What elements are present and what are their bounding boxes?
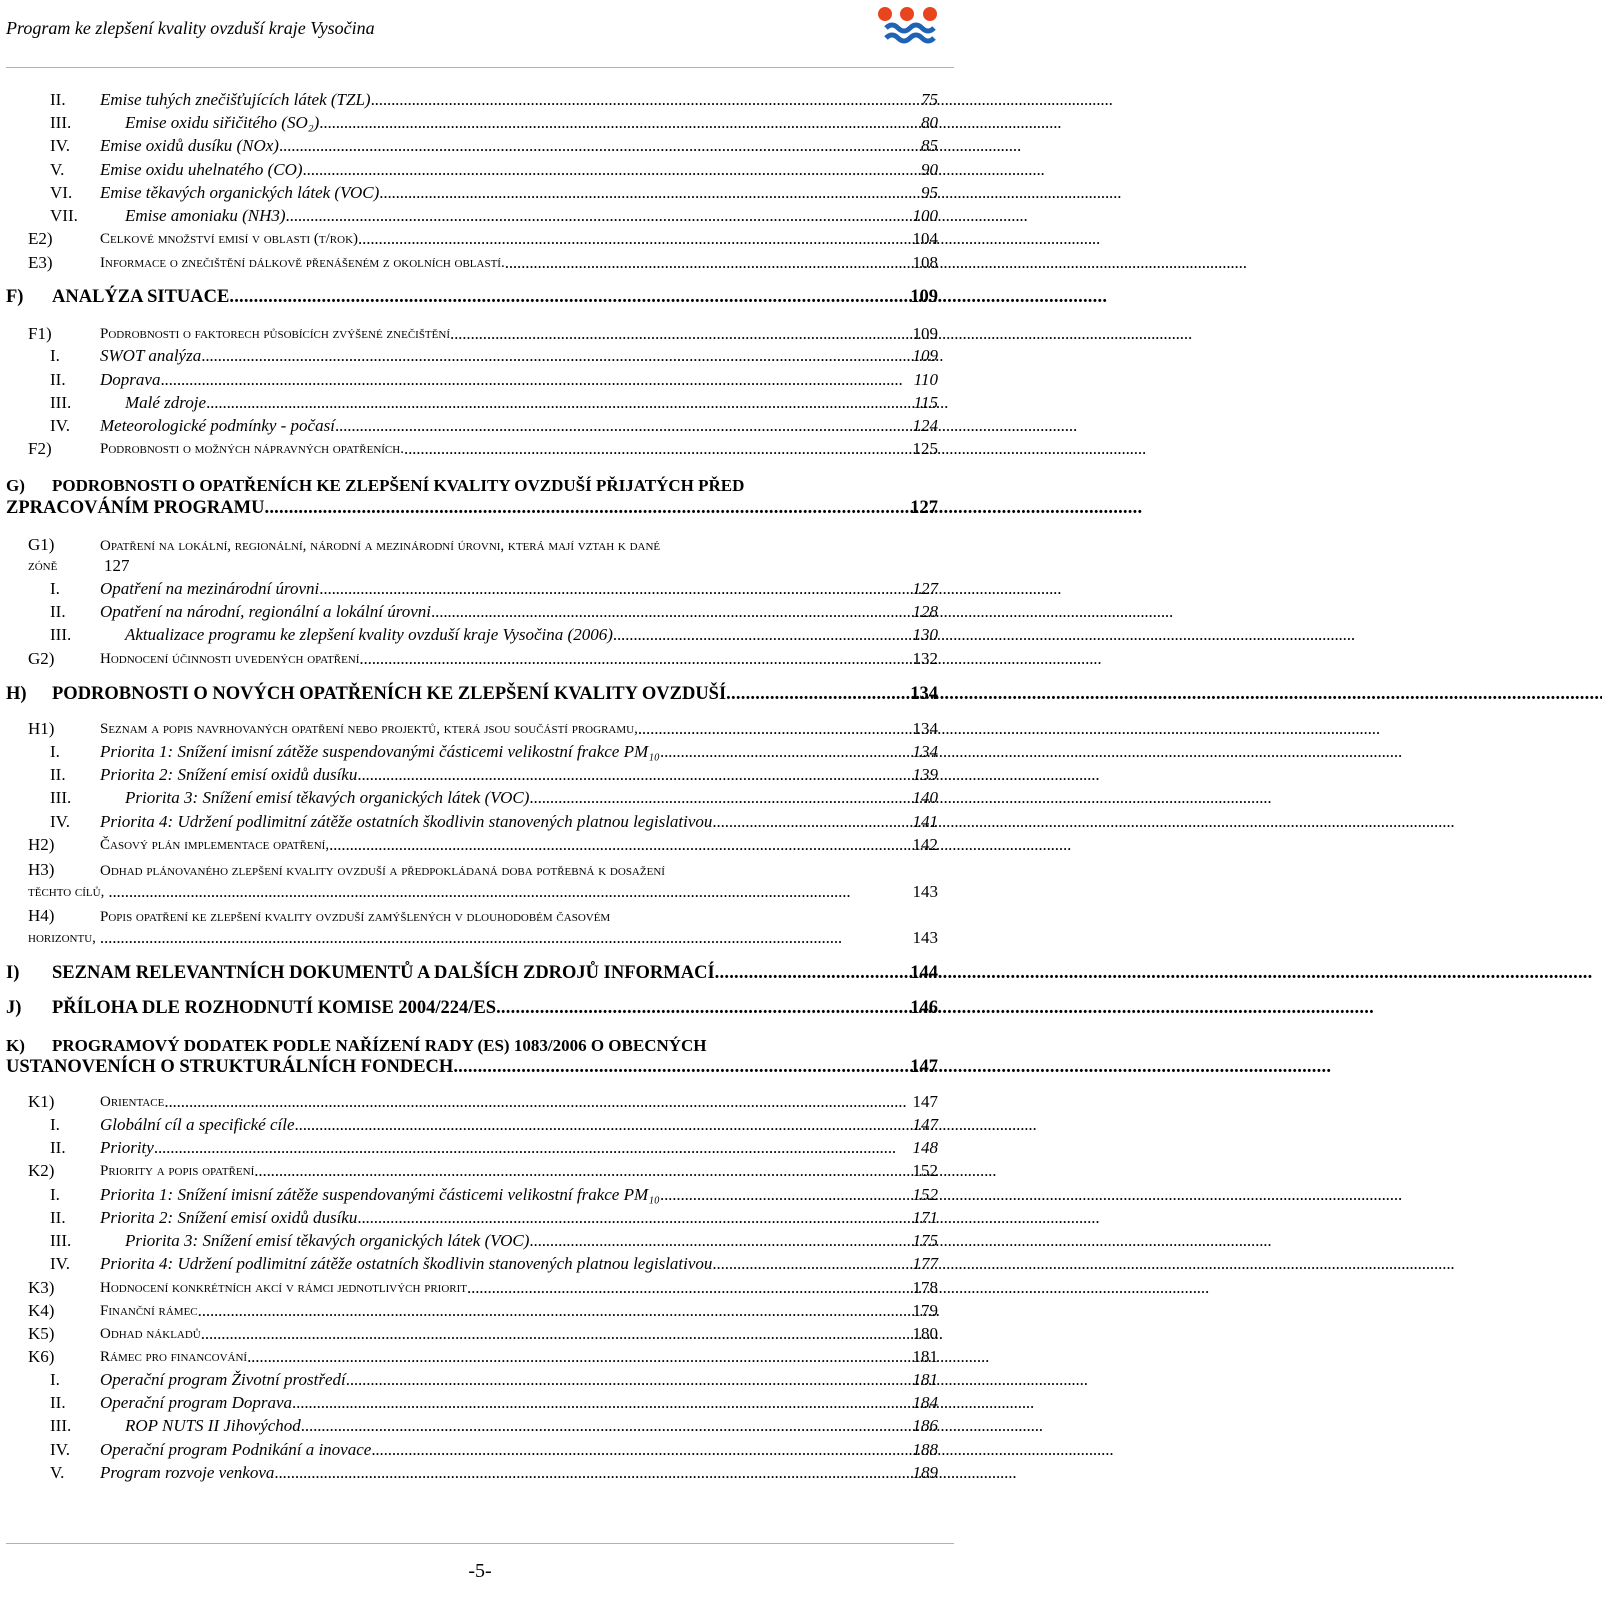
toc-entry-title: Emise tuhých znečišťujících látek (TZL) [100, 90, 371, 109]
dot-leader [160, 370, 913, 390]
toc-entry-title: Priorita 2: Snížení emisí oxidů dusíku [100, 1208, 358, 1227]
toc-entry-number: F2) [28, 439, 52, 458]
toc-entry[interactable] [50, 1115, 938, 1135]
toc-entry-number: K2) [28, 1161, 55, 1180]
toc-entry-title: Priorita 1: Snížení imisní zátěže suspendovanými částicemi velikostní frakce PM₁₀ [100, 1185, 660, 1204]
toc-page-number: 139 [912, 765, 938, 784]
toc-entry-title: Meteorologické podmínky - počasí [100, 416, 335, 435]
toc-entry[interactable] [28, 1278, 938, 1298]
toc-page-number: 109 [910, 287, 938, 307]
toc-page-number: 134 [912, 742, 938, 761]
toc-entry-number: III. [50, 625, 72, 644]
toc-entry-line1[interactable] [28, 533, 660, 558]
toc-entry[interactable] [28, 719, 938, 739]
dot-leader [108, 882, 912, 902]
toc-page-number: 127 [912, 579, 938, 598]
toc-entry[interactable] [50, 416, 938, 436]
document-title: Program ke zlepšení kvality ovzduší kraje Vysočina [6, 18, 375, 38]
dot-leader [100, 928, 913, 948]
toc-page-number: 134 [910, 684, 938, 704]
toc-page-number: 177 [912, 1254, 938, 1273]
header-divider [6, 67, 954, 68]
toc-entry[interactable] [6, 498, 938, 518]
toc-entry-number: J) [6, 998, 22, 1018]
dot-leader [164, 1092, 912, 1112]
toc-entry-number: K6) [28, 1347, 55, 1366]
toc-entry-number: K5) [28, 1324, 55, 1343]
dot-leader [712, 812, 912, 832]
toc-page-number: 109 [912, 346, 938, 365]
toc-entry[interactable] [50, 602, 938, 622]
toc-entry-title-cont: horizontu, [28, 930, 96, 946]
dot-leader [496, 998, 910, 1018]
dot-leader [229, 287, 910, 307]
toc-entry-number: K4) [28, 1301, 55, 1320]
toc-entry[interactable] [50, 1185, 938, 1205]
toc-entry-title: Hodnocení účinnosti uvedených opatření [100, 651, 360, 667]
toc-entry[interactable] [28, 649, 938, 669]
toc-entry[interactable] [28, 1161, 938, 1181]
toc-entry-number: G2) [28, 649, 55, 668]
logo-icon [876, 4, 946, 46]
toc-page-number: 143 [912, 928, 938, 947]
toc-entry[interactable] [28, 1347, 938, 1367]
toc-entry-number: E2) [28, 229, 53, 248]
toc-page-number: 175 [912, 1231, 938, 1250]
toc-entry-number: K3) [28, 1278, 55, 1297]
toc-entry-number: F1) [28, 324, 52, 343]
toc-entry-title: Operační program Doprava [100, 1393, 293, 1412]
toc-entry-title: Operační program Podnikání a inovace [100, 1440, 372, 1459]
dot-leader [453, 1057, 910, 1077]
toc-entry-number: IV. [50, 1440, 70, 1459]
toc-entry[interactable] [50, 788, 938, 808]
toc-entry-title: Emise amoniaku (NH3) [125, 206, 286, 225]
toc-page-number: 140 [912, 788, 938, 807]
dot-leader [505, 253, 913, 273]
toc-entry[interactable] [50, 1440, 938, 1460]
toc-entry-number: IV. [50, 416, 70, 435]
toc-entry-number: I) [6, 963, 20, 983]
toc-entry[interactable] [28, 1324, 938, 1344]
toc-entry[interactable] [50, 136, 938, 156]
toc-page-number: 125 [912, 439, 938, 458]
dot-leader [357, 1208, 912, 1228]
dot-leader [346, 1370, 913, 1390]
toc-page-number: 152 [912, 1185, 938, 1204]
dot-leader [660, 742, 913, 762]
toc-page-number: 110 [913, 370, 938, 389]
dot-leader [286, 206, 913, 226]
dot-leader [638, 719, 913, 739]
toc-entry-title: Emise oxidu uhelnatého (CO) [100, 160, 303, 179]
toc-entry-title: Seznam a popis navrhovaných opatření nebo projektů, která jsou součástí programu, [100, 721, 638, 737]
toc-entry-title: Doprava [100, 370, 161, 389]
toc-page-number: 171 [912, 1208, 938, 1227]
toc-page-number: 75 [921, 90, 938, 109]
toc-entry-title: PODROBNOSTI O NOVÝCH OPATŘENÍCH KE ZLEPŠENÍ KVALITY OVZDUŠÍ [52, 684, 727, 704]
toc-entry[interactable] [50, 346, 938, 366]
toc-entry-title: Priorita 1: Snížení imisní zátěže suspendovanými částicemi velikostní frakce PM₁₀ [100, 742, 660, 761]
toc-page-number: 80 [921, 113, 938, 132]
toc-entry-number: H2) [28, 835, 55, 854]
dot-leader [726, 684, 910, 704]
toc-entry[interactable] [50, 183, 938, 203]
toc-entry-title-cont: zóně [28, 558, 58, 574]
dot-leader [467, 1278, 913, 1298]
toc-page-number: 147 [910, 1057, 938, 1077]
toc-entry-number: H) [6, 684, 27, 704]
toc-entry-number: H3) [28, 860, 55, 879]
toc-entry-number: II. [50, 370, 66, 389]
toc-entry-number: I. [50, 1115, 60, 1134]
toc-entry-number: VII. [50, 206, 78, 225]
dot-leader [715, 963, 911, 983]
toc-entry[interactable] [50, 90, 938, 110]
toc-entry-title: Malé zdroje [125, 393, 207, 412]
toc-entry-number: G) [6, 476, 25, 495]
toc-entry[interactable] [6, 684, 938, 704]
toc-entry-number: I. [50, 1370, 60, 1389]
toc-entry-title: Celkové množství emisí v oblasti (t/rok) [100, 231, 359, 247]
toc-entry[interactable] [6, 963, 938, 983]
toc-entry-title: ANALÝZA SITUACE [52, 287, 230, 307]
dot-leader [274, 1463, 912, 1483]
toc-page-number: 134 [912, 719, 938, 738]
dot-leader [329, 835, 912, 855]
toc-page-number: 146 [910, 998, 938, 1018]
page-header [0, 0, 960, 68]
toc-entry[interactable] [28, 882, 938, 902]
toc-entry-title: Priorita 2: Snížení emisí oxidů dusíku [100, 765, 358, 784]
toc-entry-title: Priority [100, 1138, 154, 1157]
toc-entry[interactable] [50, 1393, 938, 1413]
dot-leader [371, 1440, 912, 1460]
dot-leader [301, 1416, 913, 1436]
toc-page-number: 143 [912, 882, 938, 901]
toc-entry[interactable] [28, 556, 938, 576]
toc-entry-number: E3) [28, 253, 53, 272]
toc-page-number: 142 [912, 835, 938, 854]
toc-entry-number: VI. [50, 183, 73, 202]
toc-entry-title: Globální cíl a specifické cíle [100, 1115, 295, 1134]
toc-entry[interactable] [28, 928, 938, 948]
toc-entry[interactable] [50, 370, 938, 390]
toc-entry-title: Odhad plánovaného zlepšení kvality ovzduší a předpokládaná doba potřebná k dosažení [100, 863, 665, 879]
toc-entry-title: Priorita 4: Udržení podlimitní zátěže ostatních škodlivin stanovených platnou legislativou [100, 1254, 713, 1273]
toc-entry-title: PODROBNOSTI O OPATŘENÍCH KE ZLEPŠENÍ KVALITY OVZDUŠÍ PŘIJATÝCH PŘED [52, 476, 745, 495]
dot-leader [201, 1324, 913, 1344]
toc-entry-title: Podrobnosti o možných nápravných opatřeních. [100, 441, 404, 457]
toc-entry-title: Emise oxidu siřičitého (SO₂) [125, 113, 320, 132]
toc-entry-number: IV. [50, 1254, 70, 1273]
toc-entry-number: I. [50, 579, 60, 598]
toc-entry-number: II. [50, 1393, 66, 1412]
toc-page-number: 100 [912, 206, 938, 225]
toc-page-number: 95 [921, 183, 938, 202]
dot-leader [319, 579, 912, 599]
toc-entry[interactable] [50, 765, 938, 785]
dot-leader [206, 393, 914, 413]
dot-leader [529, 788, 912, 808]
toc-entry-number: K) [6, 1036, 25, 1055]
toc-entry-title: Orientace [100, 1094, 165, 1110]
toc-entry-title: Emise těkavých organických látek (VOC) [100, 183, 380, 202]
toc-page-number: 104 [912, 229, 938, 248]
page-number: -5- [468, 1560, 492, 1582]
dot-leader [404, 439, 913, 459]
dot-leader [295, 1115, 913, 1135]
toc-page-number: 147 [912, 1092, 938, 1111]
toc-entry-number: G1) [28, 535, 55, 554]
toc-page-number: 152 [912, 1161, 938, 1180]
dot-leader [335, 416, 913, 436]
toc-entry-number: H1) [28, 719, 55, 738]
toc-page-number: 127 [910, 498, 938, 518]
dot-leader [254, 1161, 912, 1181]
toc-entry-title: Opatření na mezinárodní úrovni [100, 579, 320, 598]
toc-entry[interactable] [28, 324, 938, 344]
toc-entry-number: III. [50, 113, 72, 132]
toc-entry-number: V. [50, 1463, 65, 1482]
dot-leader [450, 324, 913, 344]
toc-entry[interactable] [6, 1057, 938, 1077]
dot-leader [264, 498, 910, 518]
toc-entry-title: Podrobnosti o faktorech působících zvýšené znečištění [100, 326, 450, 342]
toc-entry-number: II. [50, 602, 66, 621]
toc-entry-title: ROP NUTS II Jihovýchod [125, 1416, 301, 1435]
toc-page-number: 178 [912, 1278, 938, 1297]
dot-leader [303, 160, 921, 180]
dot-leader [279, 136, 921, 156]
toc-entry-title-cont: těchto cílů, [28, 884, 105, 900]
toc-page-number: 85 [921, 136, 938, 155]
toc-page-number: 128 [912, 602, 938, 621]
toc-entry-line1[interactable] [28, 858, 665, 883]
toc-entry[interactable] [50, 1370, 938, 1390]
toc-entry-number: III. [50, 1231, 72, 1250]
dot-leader [319, 113, 921, 133]
toc-entry-number: II. [50, 90, 66, 109]
toc-page-number: 144 [910, 963, 938, 983]
toc-entry[interactable] [28, 253, 938, 273]
toc-entry-title: Emise oxidů dusíku (NOx) [100, 136, 279, 155]
dot-leader [660, 1185, 913, 1205]
toc-page-number: 148 [912, 1138, 938, 1157]
toc-entry[interactable] [50, 1208, 938, 1228]
dot-leader [371, 90, 921, 110]
toc-entry-line1[interactable] [6, 474, 744, 497]
footer-divider [6, 1543, 954, 1544]
toc-entry[interactable] [50, 160, 938, 180]
toc-entry-title: Priority a popis opatření [100, 1163, 255, 1179]
toc-entry-number: III. [50, 1416, 72, 1435]
toc-entry-title: Popis opatření ke zlepšení kvality ovzduší zamýšlených v dlouhodobém časovém [100, 909, 611, 925]
toc-entry[interactable] [28, 835, 938, 855]
toc-entry-title: Finanční rámec [100, 1303, 198, 1319]
toc-entry[interactable] [28, 229, 938, 249]
toc-entry-title: Odhad nákladů [100, 1326, 201, 1342]
dot-leader [247, 1347, 912, 1367]
toc-entry-number: I. [50, 346, 60, 365]
toc-entry[interactable] [50, 113, 938, 133]
toc-page-number: 186 [912, 1416, 938, 1435]
toc-entry[interactable] [50, 206, 938, 226]
dot-leader [613, 625, 913, 645]
toc-entry-number: II. [50, 1208, 66, 1227]
toc-entry-title: PROGRAMOVÝ DODATEK PODLE NAŘÍZENÍ RADY (ES) 1083/2006 O OBECNÝCH [52, 1036, 707, 1055]
toc-page-number: 132 [912, 649, 938, 668]
toc-entry-title: Opatření na národní, regionální a lokální úrovni [100, 602, 432, 621]
toc-page-number: 115 [913, 393, 938, 412]
toc-entry-number: F) [6, 287, 24, 307]
toc-entry-title-cont: USTANOVENÍCH O STRUKTURÁLNÍCH FONDECH [6, 1057, 454, 1077]
toc-entry[interactable] [50, 742, 938, 762]
dot-leader [379, 183, 921, 203]
toc-entry[interactable] [6, 287, 938, 307]
dot-leader [358, 229, 912, 249]
toc-entry-number: IV. [50, 136, 70, 155]
toc-entry-title: SEZNAM RELEVANTNÍCH DOKUMENTŮ A DALŠÍCH ZDROJŮ INFORMACÍ [52, 963, 715, 983]
toc-entry-title: Priorita 3: Snížení emisí těkavých organických látek (VOC) [125, 1231, 530, 1250]
toc-page-number: 188 [912, 1440, 938, 1459]
toc-page-number: 90 [921, 160, 938, 179]
toc-entry[interactable] [50, 393, 938, 413]
toc-entry-number: IV. [50, 812, 70, 831]
dot-leader [529, 1231, 912, 1251]
toc-entry[interactable] [50, 812, 938, 832]
toc-entry-title: SWOT analýza [100, 346, 202, 365]
dot-leader [712, 1254, 912, 1274]
toc-entry[interactable] [50, 579, 938, 599]
toc-page-number: 179 [912, 1301, 938, 1320]
toc-entry-title: Časový plán implementace opatření, [100, 837, 330, 853]
toc-entry-number: II. [50, 765, 66, 784]
toc-page-number: 124 [912, 416, 938, 435]
dot-leader [359, 649, 912, 669]
toc-page-number: 108 [912, 253, 938, 272]
toc-entry[interactable] [50, 1231, 938, 1251]
toc-entry-title: Operační program Životní prostředí [100, 1370, 346, 1389]
toc-page-number: 147 [912, 1115, 938, 1134]
dot-leader [431, 602, 912, 622]
dot-leader [154, 1138, 913, 1158]
toc-entry-title: Opatření na lokální, regionální, národní a mezinárodní úrovni, která mají vztah k dané [100, 538, 661, 554]
toc-entry-title: Priorita 3: Snížení emisí těkavých organických látek (VOC) [125, 788, 530, 807]
toc-entry[interactable] [28, 1301, 938, 1321]
toc-page-number: 184 [912, 1393, 938, 1412]
dot-leader [357, 765, 912, 785]
toc-page-number: 130 [912, 625, 938, 644]
toc-page-number: 181 [912, 1370, 938, 1389]
dot-leader [292, 1393, 912, 1413]
toc-page-number: 141 [912, 812, 938, 831]
toc-entry-title: Rámec pro financování [100, 1349, 248, 1365]
toc-page-number: 109 [912, 324, 938, 343]
toc-entry-number: K1) [28, 1092, 55, 1111]
toc-entry[interactable] [50, 1138, 938, 1158]
toc-entry-number: I. [50, 1185, 60, 1204]
toc-entry[interactable] [50, 1463, 938, 1483]
toc-entry-title: Aktualizace programu ke zlepšení kvality ovzduší kraje Vysočina (2006) [125, 625, 613, 644]
toc-entry-title: PŘÍLOHA DLE ROZHODNUTÍ KOMISE 2004/224/ES [52, 998, 497, 1018]
toc-page-number: 181 [912, 1347, 938, 1366]
toc-entry-number: H4) [28, 906, 55, 925]
toc-entry-title: Program rozvoje venkova [100, 1463, 275, 1482]
dot-leader [201, 346, 912, 366]
toc-page-number: 189 [912, 1463, 938, 1482]
toc-entry-line1[interactable] [6, 1034, 707, 1057]
toc-entry[interactable] [28, 1092, 938, 1112]
toc-entry-number: V. [50, 160, 65, 179]
toc-entry[interactable] [6, 998, 938, 1018]
toc-entry-number: II. [50, 1138, 66, 1157]
dot-leader [198, 1301, 913, 1321]
toc-entry[interactable] [50, 625, 938, 645]
toc-page-number: 127 [104, 556, 130, 575]
toc-entry-title: Priorita 4: Udržení podlimitní zátěže ostatních škodlivin stanovených platnou legislativou [100, 812, 713, 831]
toc-entry[interactable] [50, 1416, 938, 1436]
toc-entry-title: Informace o znečištění dálkově přenášeném z okolních oblastí. [100, 255, 505, 271]
toc-page-number: 180 [912, 1324, 938, 1343]
toc-entry-number: I. [50, 742, 60, 761]
toc-entry-number: III. [50, 788, 72, 807]
toc-entry-title-cont: ZPRACOVÁNÍM PROGRAMU [6, 498, 265, 518]
toc-entry-number: III. [50, 393, 72, 412]
toc-entry[interactable] [50, 1254, 938, 1274]
toc-entry-title: Hodnocení konkrétních akcí v rámci jednotlivých priorit [100, 1280, 467, 1296]
toc-entry[interactable] [28, 439, 938, 459]
toc-entry-line1[interactable] [28, 904, 610, 929]
